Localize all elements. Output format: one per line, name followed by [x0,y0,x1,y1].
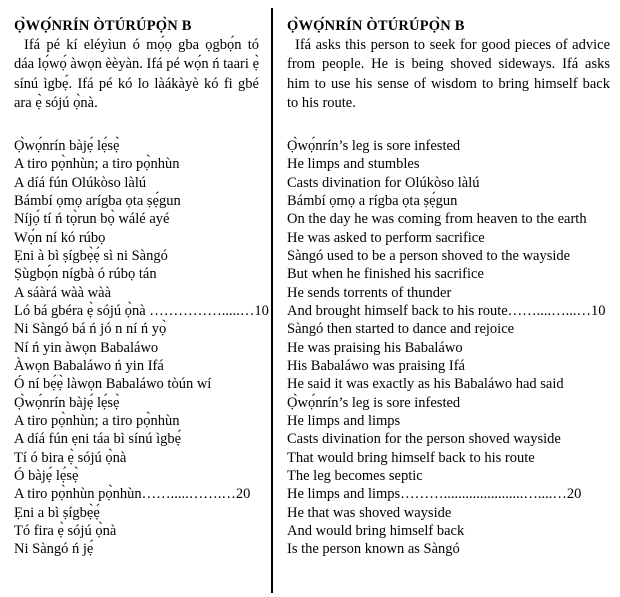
verse-line: Níjọ́ tí ń tọ̀run bọ̀ wálé ayé [14,211,170,228]
verse-line: Ni Sàngó ń jẹ́ [14,541,94,558]
verse-line: Ẹni a bì ṣígbẹ̀ẹ́ [14,504,100,521]
left-column-verse [14,137,269,559]
verse-line: He was praising his Babaláwo [287,339,463,356]
verse-line: Casts divination for the person shoved wayside [287,431,561,448]
verse-line: Wọ́n ní kó rúbọ [14,229,106,246]
verse-line: Sàngó then started to dance and rejoice [287,321,515,338]
verse-line: A tiro pọ̀nhùn pọ̀nhùn…….....…….…20 [14,486,251,503]
right-column-verse [287,137,610,559]
verse-line: Ṣùgbọ́n nígbà ó rúbọ tán [14,266,157,283]
verse-line: He was asked to perform sacrifice [287,229,485,246]
left-column [0,0,271,559]
verse-line: And would bring himself back [287,523,465,540]
left-column-intro: Ifá pé kí eléyìun ó mọ́ọ gba ọgbọ́n tó dáa lọ́wọ́ àwọn èèyàn. Ifá pé wọ́n ń taari ẹ̀ sínú ìgbẹ́. Ifá pé kó lo làákàyè kó fi gbé ara ẹ̀ sójú ọ̀nà. [14,37,259,111]
verse-line: A tiro pọ̀nhùn; a tiro pọ̀nhùn [14,156,180,173]
verse-line: A sáàrá wàà wàà [14,284,112,301]
verse-line: The leg becomes septic [287,468,423,485]
verse-line: Sàngó used to be a person shoved to the wayside [287,248,571,265]
right-column-intro: Ifá asks this person to seek for good pieces of advice from people. He is being shoved sideways. Ifá asks him to use his sense of wisdom to bring himself back to his route. [287,37,610,111]
verse-line: He limps and limps………......................…....…20 [287,486,582,503]
verse-line: Ẹni à bì ṣígbẹ̀ẹ́ sì ni Sàngó [14,248,168,265]
verse-line: Ọ̀wọ́nrín’s leg is sore infested [287,394,461,411]
verse-line: He that was shoved wayside [287,504,452,521]
verse-line: He limps and limps [287,413,401,430]
verse-line: That would bring himself back to his route [287,449,535,466]
verse-line: A díá fún Olúkòso làlú [14,174,147,191]
right-column-heading: Ọ̀WỌ́NRÍN ÒTÚRÚPỌ̀N B [287,18,465,34]
verse-line: His Babaláwo was praising Ifá [287,358,465,375]
verse-line: He sends torrents of thunder [287,284,452,301]
verse-line: Bámbí ọmọ a rígba ọta ṣẹ́gun [287,193,458,210]
verse-line: Tí ó bira ẹ̀ sójú ọ̀nà [14,449,127,466]
verse-line: Ó bàjẹ́ lẹ́sẹ̀ [14,468,79,485]
verse-line: He limps and stumbles [287,156,420,173]
verse-line: Ní ń yin àwọn Babaláwo [14,339,159,356]
verse-line: Bámbí ọmọ arígba ọta ṣẹ́gun [14,193,181,210]
verse-line: Ó ní bẹ́ẹ̀ làwọn Babaláwo tòún wí [14,376,212,393]
verse-line: And brought himself back to his route……....…...…10 [287,303,606,320]
verse-line: Ló bá gbéra ẹ̀ sójú ọ̀nà …………….....…10 [14,303,269,320]
verse-line: Casts divination for Olúkòso làlú [287,174,480,191]
right-column [273,0,620,559]
verse-line: Ọ̀wọ́nrín’s leg is sore infested [287,138,461,155]
verse-line: But when he finished his sacrifice [287,266,484,283]
verse-line: Is the person known as Sàngó [287,541,460,558]
verse-line: Ni Sàngó bá ń jó n ní ń yọ̀ [14,321,167,338]
verse-line: A tiro pọ̀nhùn; a tiro pọ̀nhùn [14,413,180,430]
verse-line: A díá fún ẹni táa bì sínú ìgbẹ́ [14,431,182,448]
verse-line: Tó fira ẹ̀ sójú ọ̀nà [14,523,117,540]
verse-line: Àwọn Babaláwo ń yin Ifá [14,358,164,375]
verse-line: On the day he was coming from heaven to the earth [287,211,587,228]
verse-line: Ọ̀wọ́nrín bàjẹ́ lẹ́sẹ̀ [14,394,120,411]
left-column-heading: Ọ̀WỌ́NRÍN ÒTÚRÚPỌ̀N B [14,18,192,34]
verse-line: Ọ̀wọ́nrín bàjẹ́ lẹ́sẹ̀ [14,138,120,155]
verse-line: He said it was exactly as his Babaláwo had said [287,376,564,393]
